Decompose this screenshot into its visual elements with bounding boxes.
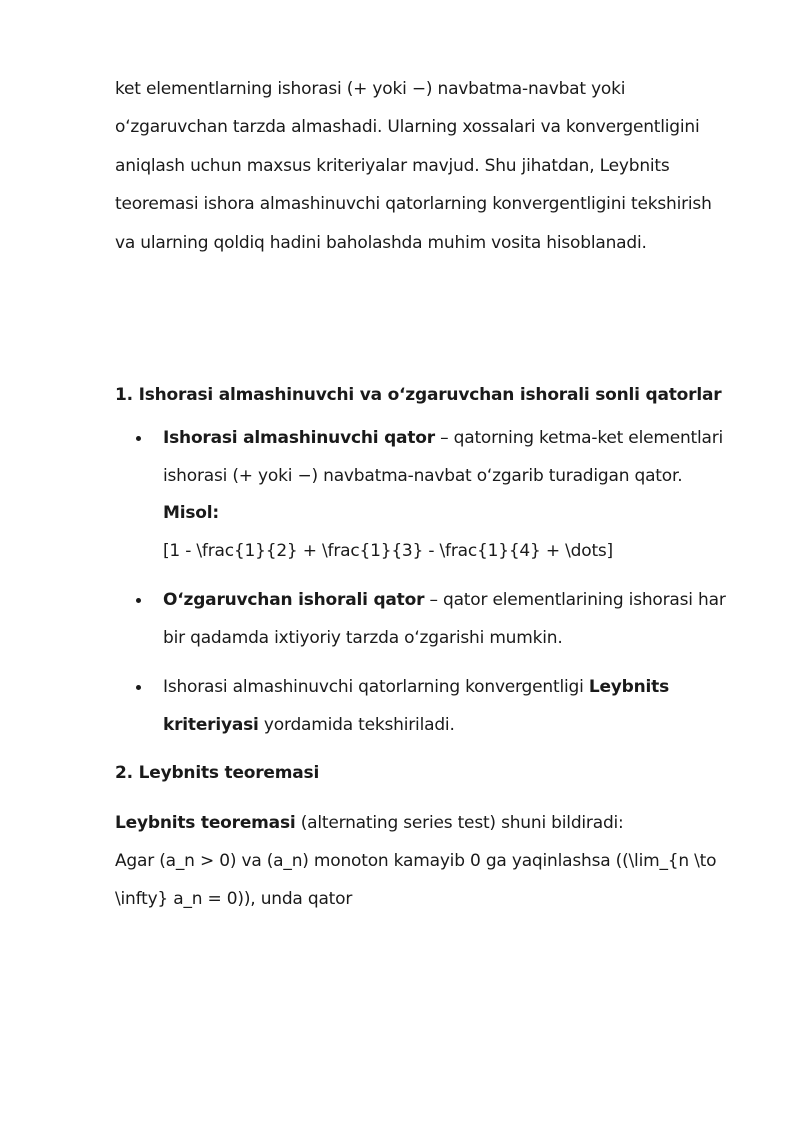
- list-item-alternating: [115, 420, 735, 570]
- section-1-list: [115, 420, 735, 744]
- term-variable-sign: O‘zgaruvchan ishorali qator: [163, 590, 425, 611]
- term-leibniz-theorem: Leybnits teoremasi: [115, 813, 296, 834]
- theorem-intro: (alternating series test) shuni bildiradi:: [295, 813, 624, 834]
- list-item-variable-sign: [115, 582, 735, 657]
- bullet-icon: [136, 685, 141, 690]
- criterion-pre: Ishorasi almashinuvchi qatorlarning konvergentligi: [163, 677, 589, 698]
- term-leibniz-criterion: Leybnits kriteriyasi: [163, 677, 670, 735]
- theorem-statement: Agar (a_n > 0) va (a_n) monoton kamayib 0 ga yaqinlashsa ((\lim_{n \to \infty} a_n = 0)), unda qator: [115, 851, 717, 910]
- list-item-leibniz-criterion: [115, 669, 735, 744]
- intro-paragraph: ket elementlarning ishorasi (+ yoki −) navbatma-navbat yoki o‘zgaruvchan tarzda almashadi. Ularning xossalari va konvergentligini aniqlash uchun maxsus kriteriyalar mavjud. Shu jihatdan, Leybnits teoremasi ishora almashinuvchi qatorlarning konvergentligini tekshirish va ularning qoldiq hadini baholashda muhim vosita hisoblanadi.: [115, 79, 712, 253]
- bullet-icon: [136, 598, 141, 603]
- example-formula: [1 - \frac{1}{2} + \frac{1}{3} - \frac{1}{4} + \dots]: [163, 540, 613, 561]
- section-1-heading: 1. Ishorasi almashinuvchi va o‘zgaruvchan ishorali sonli qatorlar: [115, 385, 722, 406]
- section-2-heading: 2. Leybnits teoremasi: [115, 763, 320, 784]
- document-page: [115, 70, 735, 918]
- bullet-icon: [136, 436, 141, 441]
- definition-alternating: – qatorning ketma-ket elementlari ishorasi (+ yoki −) navbatma-navbat o‘zgarib turadigan qator.: [163, 428, 724, 486]
- section-2-paragraph: [115, 804, 735, 918]
- example-label: Misol:: [163, 503, 219, 524]
- definition-variable-sign: – qator elementlarining ishorasi har bir qadamda ixtiyoriy tarzda o‘zgarishi mumkin.: [163, 590, 726, 648]
- criterion-post: yordamida tekshiriladi.: [258, 714, 455, 735]
- term-alternating: Ishorasi almashinuvchi qator: [163, 428, 435, 449]
